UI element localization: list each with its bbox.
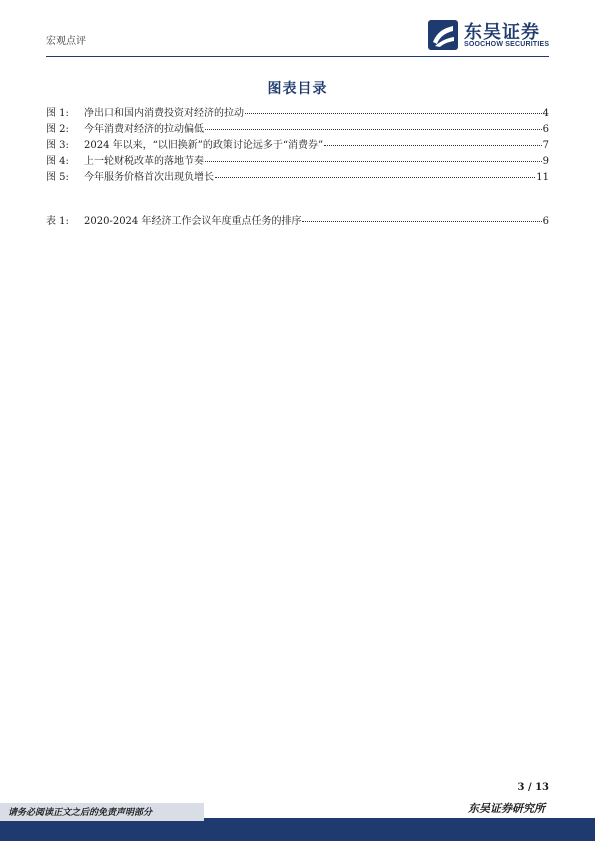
toc-row[interactable]: [46, 152, 549, 166]
toc-page: 11: [536, 172, 549, 183]
brand-logo-cn: 东吴证券: [464, 22, 540, 43]
toc-title: 2024 年以来，“以旧换新”的政策讨论远多于“消费券”: [84, 140, 324, 151]
toc-page: 9: [542, 156, 549, 167]
toc-leader: [245, 112, 542, 114]
footer-disclaimer: 请务必阅读正文之后的免责声明部分: [0, 803, 204, 821]
header-section-label: 宏观点评: [46, 36, 86, 47]
brand-logo-en: SOOCHOW SECURITIES: [464, 41, 550, 48]
toc-leader: [205, 128, 542, 130]
toc-row[interactable]: [46, 120, 549, 134]
toc-row[interactable]: [46, 136, 549, 150]
brand-logo-icon: [428, 20, 458, 50]
toc-page: 4: [542, 108, 549, 119]
toc-leader: [324, 144, 542, 146]
header-rule: [46, 56, 549, 57]
footer-org: 东吴证券研究所: [468, 802, 545, 815]
page-title: 图表目录: [267, 81, 328, 97]
toc-leader: [215, 176, 535, 178]
toc-leader: [302, 220, 541, 222]
toc-label: 图 2:: [46, 124, 69, 135]
toc-row[interactable]: [46, 212, 549, 226]
toc-label: 图 5:: [46, 172, 69, 183]
toc-row[interactable]: [46, 104, 549, 118]
toc-title: 上一轮财税改革的落地节奏: [84, 156, 204, 167]
toc-label: 图 3:: [46, 140, 69, 151]
toc-title: 2020-2024 年经济工作会议年度重点任务的排序: [84, 216, 302, 227]
brand-logo: [428, 18, 558, 54]
toc-title: 今年服务价格首次出现负增长: [84, 172, 214, 183]
toc-label: 图 1:: [46, 108, 69, 119]
footer-bar: [0, 818, 595, 841]
toc-title: 今年消费对经济的拉动偏低: [84, 124, 204, 135]
toc-leader: [205, 160, 542, 162]
toc-row[interactable]: [46, 168, 549, 182]
toc-page: 6: [542, 216, 549, 227]
toc-page: 7: [542, 140, 549, 151]
page-number: 3 / 13: [517, 782, 549, 793]
toc-label: 表 1:: [46, 216, 69, 227]
toc-label: 图 4:: [46, 156, 69, 167]
toc-title: 净出口和国内消费投资对经济的拉动: [84, 108, 244, 119]
toc-page: 6: [542, 124, 549, 135]
